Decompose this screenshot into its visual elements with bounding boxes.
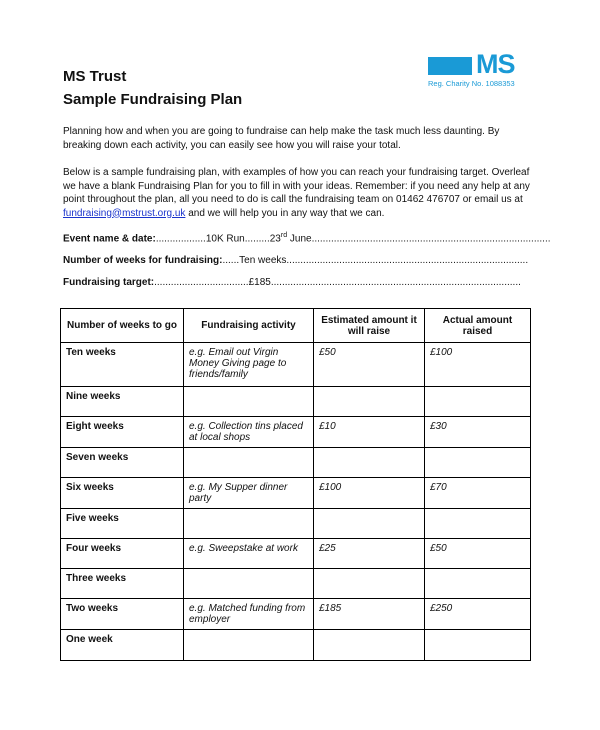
email-link[interactable]: fundraising@mstrust.org.uk [63,207,186,219]
weeks-label: Number of weeks for fundraising: [63,255,223,266]
actual-cell [425,448,531,478]
weeks-cell: Five weeks [61,509,184,539]
header-actual: Actual amount raised [425,309,531,343]
activity-cell [184,448,314,478]
weeks-cell: One week [61,630,184,661]
table-row [61,387,531,417]
target-value: ..................................£185.......................................................................................... [154,277,521,288]
weeks-field [63,255,529,266]
actual-cell: £100 [425,343,531,387]
table-row [61,509,531,539]
activity-cell [184,387,314,417]
activity-cell: e.g. Email out Virgin Money Giving page to friends/family [184,343,314,387]
logo-bar [428,57,472,75]
actual-cell [425,387,531,417]
target-label: Fundraising target: [63,277,155,288]
target-field [63,277,519,288]
activity-cell: e.g. Matched funding from employer [184,599,314,630]
weeks-cell: Six weeks [61,478,184,509]
actual-cell: £250 [425,599,531,630]
weeks-value: ......Ten weeks....................................................................................... [222,255,529,266]
activity-cell [184,630,314,661]
actual-cell [425,509,531,539]
logo-text: MS [476,49,515,79]
activity-cell: e.g. Sweepstake at work [184,539,314,569]
event-field [63,232,551,245]
fundraising-table [60,308,531,661]
page-subtitle: Sample Fundraising Plan [63,91,243,108]
actual-cell: £30 [425,417,531,448]
activity-cell: e.g. My Supper dinner party [184,478,314,509]
table-row [61,569,531,599]
actual-cell: £70 [425,478,531,509]
table-row [61,630,531,661]
event-value-2: June...................................................................................... [287,233,551,245]
header-estimated: Estimated amount it will raise [314,309,425,343]
table-row [61,539,531,569]
estimated-cell: £10 [314,417,425,448]
estimated-cell: £100 [314,478,425,509]
weeks-cell: Four weeks [61,539,184,569]
actual-cell [425,630,531,661]
estimated-cell [314,448,425,478]
actual-cell: £50 [425,539,531,569]
event-label: Event name & date: [63,233,156,245]
table-row [61,417,531,448]
intro-paragraph: Planning how and when you are going to fundraise can help make the task much less daunting. By breaking down each activity, you can easily see how you will raise your total. [63,126,500,151]
table-row [61,478,531,509]
estimated-cell [314,387,425,417]
estimated-cell [314,630,425,661]
weeks-cell: Nine weeks [61,387,184,417]
table-row [61,343,531,387]
estimated-cell [314,569,425,599]
weeks-cell: Two weeks [61,599,184,630]
header-weeks: Number of weeks to go [61,309,184,343]
activity-cell [184,569,314,599]
info-paragraph [63,166,533,220]
weeks-cell: Seven weeks [61,448,184,478]
activity-cell: e.g. Collection tins placed at local shops [184,417,314,448]
estimated-cell: £185 [314,599,425,630]
charity-number: Reg. Charity No. 1088353 [428,79,515,88]
table-row [61,448,531,478]
weeks-cell: Ten weeks [61,343,184,387]
page-title: MS Trust [63,68,127,85]
header-activity: Fundraising activity [184,309,314,343]
event-value: ..................10K Run.........23 [155,233,281,245]
estimated-cell: £50 [314,343,425,387]
event-sup: rd [280,232,288,239]
estimated-cell [314,509,425,539]
weeks-cell: Three weeks [61,569,184,599]
actual-cell [425,569,531,599]
info-text: Below is a sample fundraising plan, with examples of how you can reach your fundraising target. Overleaf we have a blank Fundraising Plan for you to fill in with your ideas. Remember: if you need any help at any point throughout the plan, all you need to do is call the fundraising team on 01462 476707 or email us at [63,167,530,205]
table-header [61,309,531,343]
table-row [61,599,531,630]
weeks-cell: Eight weeks [61,417,184,448]
estimated-cell: £25 [314,539,425,569]
activity-cell [184,509,314,539]
info-text-end: and we will help you in any way that we can. [185,207,385,219]
